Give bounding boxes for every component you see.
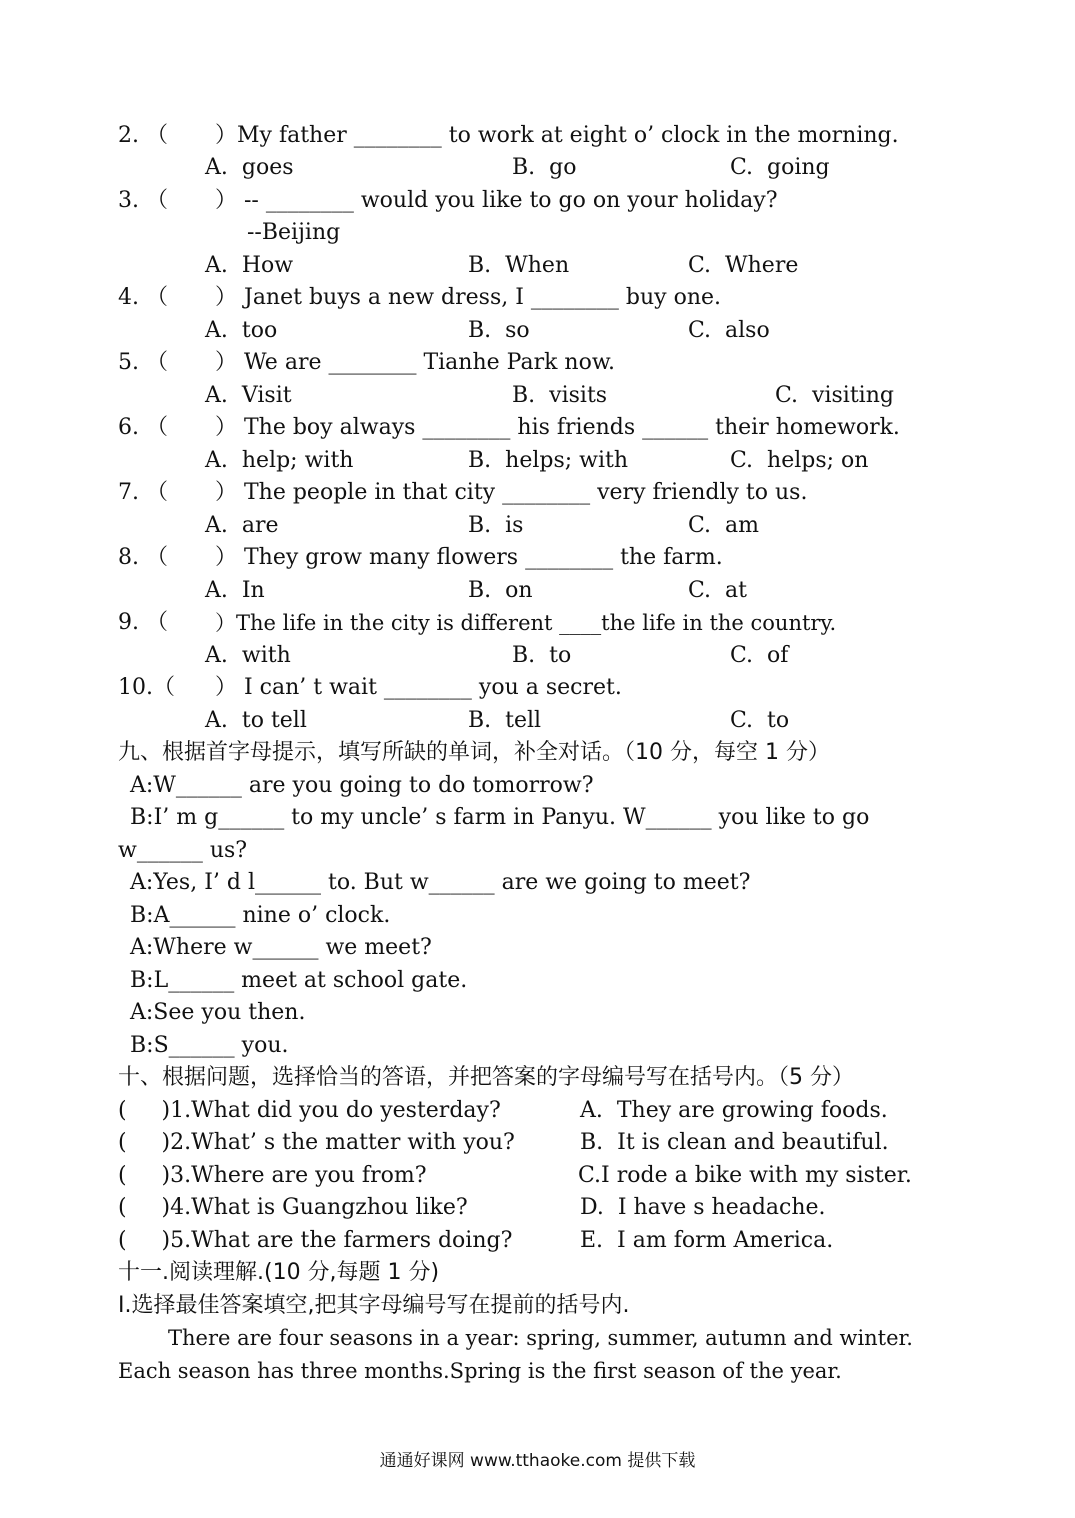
- q9-option-a: A. with: [205, 643, 291, 668]
- matching-answer: E. I am form America.: [580, 1228, 834, 1253]
- dialogue-line: B:L______ meet at school gate.: [130, 968, 468, 993]
- q5-number: 5. （: [118, 350, 168, 375]
- q8-option-a: A. In: [205, 578, 265, 603]
- matching-answer: B. It is clean and beautiful.: [580, 1130, 889, 1155]
- matching-answer: C.I rode a bike with my sister.: [578, 1163, 912, 1188]
- dialogue-line: w______ us?: [118, 838, 248, 863]
- q4-number: 4. （: [118, 285, 168, 310]
- q7-option-c: C. am: [688, 513, 760, 538]
- q3-option-a: A. How: [205, 253, 294, 278]
- q7-stem: ） The people in that city ________ very friendly to us.: [215, 480, 808, 505]
- q8-option-b: B. on: [468, 578, 533, 603]
- q2-option-c: C. going: [730, 155, 830, 180]
- q6-option-a: A. help; with: [205, 448, 354, 473]
- q2-stem: ）My father ________ to work at eight o’ clock in the morning.: [215, 123, 899, 148]
- matching-question: ( )3.Where are you from?: [118, 1163, 427, 1188]
- q6-number: 6. （: [118, 415, 168, 440]
- q2-option-b: B. go: [512, 155, 577, 180]
- q9-option-b: B. to: [512, 643, 572, 668]
- q4-stem: ） Janet buys a new dress, I ________ buy one.: [215, 285, 722, 310]
- q9-number: 9. （: [118, 610, 168, 635]
- section10-heading: 十、根据问题，选择恰当的答语，并把答案的字母编号写在括号内。（5 分）: [118, 1065, 854, 1090]
- dialogue-line: B:A______ nine o’ clock.: [130, 903, 391, 928]
- q8-option-c: C. at: [688, 578, 747, 603]
- q3-option-c: C. Where: [688, 253, 799, 278]
- matching-answer: A. They are growing foods.: [580, 1098, 888, 1123]
- matching-question: ( )4.What is Guangzhou like?: [118, 1195, 468, 1220]
- q4-option-c: C. also: [688, 318, 770, 343]
- q3-option-b: B. When: [468, 253, 570, 278]
- q9-stem: ）The life in the city is different ____the life in the country.: [215, 611, 837, 635]
- q7-option-b: B. is: [468, 513, 524, 538]
- matching-question: ( )1.What did you do yesterday?: [118, 1098, 501, 1123]
- reading-passage-line: There are four seasons in a year: spring, summer, autumn and winter.: [168, 1326, 913, 1350]
- q5-option-b: B. visits: [512, 383, 608, 408]
- section11-heading: 十一.阅读理解.(10 分,每题 1 分): [118, 1260, 440, 1285]
- q9-option-c: C. of: [730, 643, 789, 668]
- dialogue-line: B:I’ m g______ to my uncle’ s farm in Panyu. W______ you like to go: [130, 805, 870, 830]
- dialogue-line: A:W______ are you going to do tomorrow?: [130, 773, 594, 798]
- dialogue-line: A:Yes, I’ d l______ to. But w______ are we going to meet?: [130, 870, 751, 895]
- q3-stem-answer: --Beijing: [247, 220, 341, 245]
- q5-stem: ） We are ________ Tianhe Park now.: [215, 350, 616, 375]
- q6-option-c: C. helps; on: [730, 448, 869, 473]
- q10-option-b: B. tell: [468, 708, 542, 733]
- q2-number: 2. （: [118, 123, 168, 148]
- q2-option-a: A. goes: [205, 155, 294, 180]
- q6-stem: ） The boy always ________ his friends ______ their homework.: [215, 415, 900, 440]
- dialogue-line: A:Where w______ we meet?: [130, 935, 432, 960]
- dialogue-line: B:S______ you.: [130, 1033, 289, 1058]
- q4-option-a: A. too: [205, 318, 278, 343]
- q6-option-b: B. helps; with: [468, 448, 629, 473]
- reading-passage-line: Each season has three months.Spring is the first season of the year.: [118, 1359, 842, 1383]
- q8-stem: ） They grow many flowers ________ the farm.: [215, 545, 723, 570]
- q10-number: 10.（: [118, 675, 175, 700]
- section11-subheading: Ⅰ.选择最佳答案填空,把其字母编号写在提前的括号内.: [118, 1293, 630, 1318]
- q10-option-a: A. to tell: [205, 708, 307, 733]
- q7-option-a: A. are: [205, 513, 279, 538]
- q10-option-c: C. to: [730, 708, 790, 733]
- q3-stem: ） -- ________ would you like to go on your holiday?: [215, 188, 778, 213]
- q10-stem: ） I can’ t wait ________ you a secret.: [215, 675, 622, 700]
- matching-question: ( )2.What’ s the matter with you?: [118, 1130, 515, 1155]
- q3-number: 3. （: [118, 188, 168, 213]
- q8-number: 8. （: [118, 545, 168, 570]
- q4-option-b: B. so: [468, 318, 530, 343]
- q5-option-a: A. Visit: [205, 383, 292, 408]
- section9-heading: 九、根据首字母提示，填写所缺的单词，补全对话。（10 分，每空 1 分）: [118, 740, 830, 765]
- matching-answer: D. I have s headache.: [580, 1195, 826, 1220]
- q7-number: 7. （: [118, 480, 168, 505]
- page-footer: 通通好课网 www.tthaoke.com 提供下载: [379, 1451, 696, 1471]
- dialogue-line: A:See you then.: [130, 1000, 306, 1025]
- matching-question: ( )5.What are the farmers doing?: [118, 1228, 513, 1253]
- q5-option-c: C. visiting: [775, 383, 894, 408]
